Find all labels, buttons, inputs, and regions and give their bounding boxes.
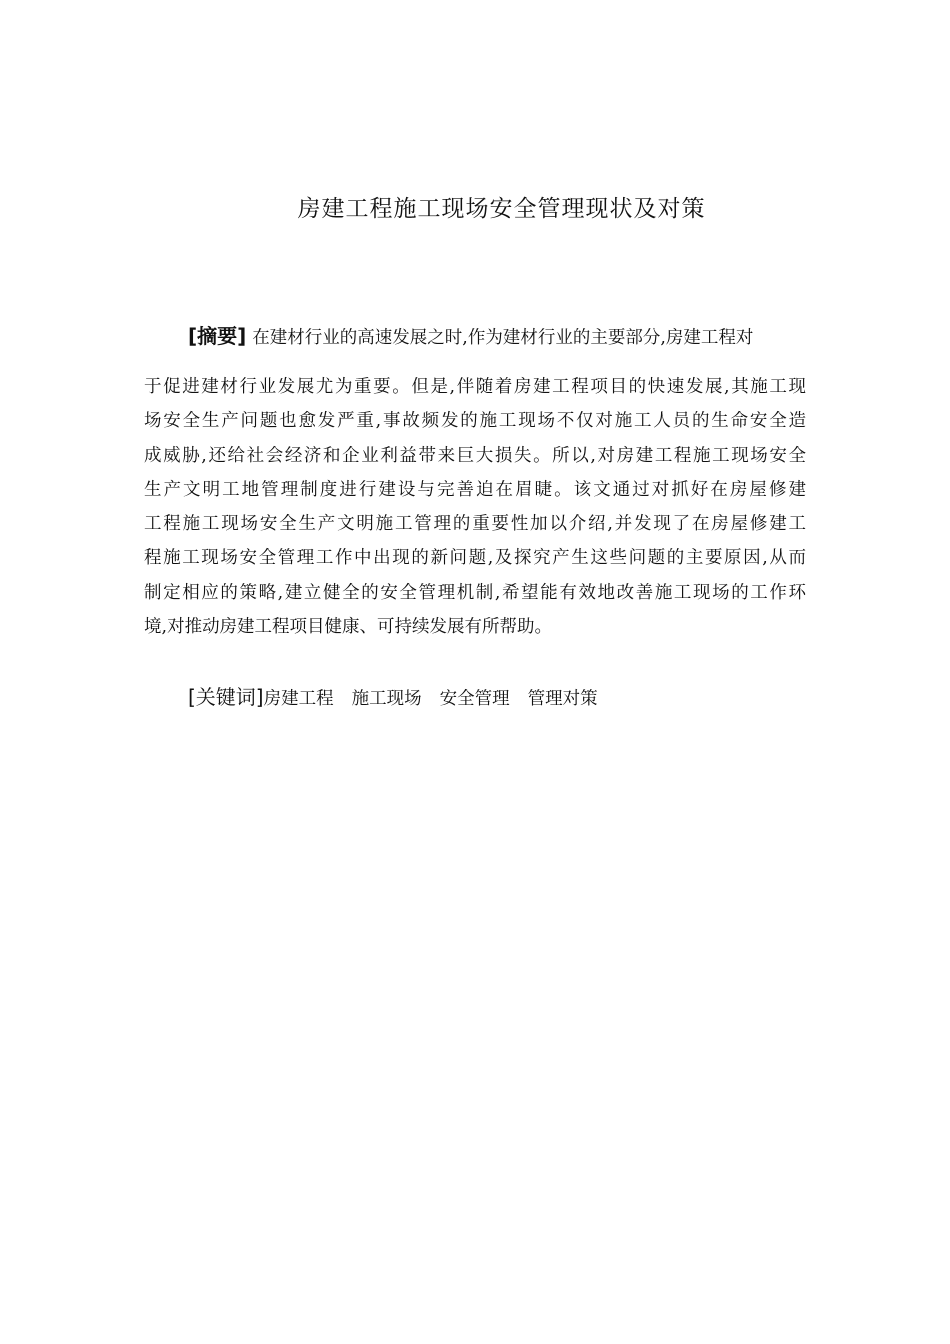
keywords-section <box>188 681 616 710</box>
abstract-first-line <box>144 316 806 358</box>
abstract-line: 成威胁,还给社会经济和企业利益带来巨大损失。所以,对房建工程施工现场安全 <box>144 445 806 466</box>
paper-title: 房建工程施工现场安全管理现状及对策 <box>297 196 706 222</box>
abstract-label: [摘要] <box>188 324 247 348</box>
keywords-label: [关键词] <box>188 685 264 709</box>
abstract-line: 生产文明工地管理制度进行建设与完善迫在眉睫。该文通过对抓好在房屋修建 <box>144 479 806 500</box>
keyword-item: 房建工程 <box>263 689 334 709</box>
keyword-item: 管理对策 <box>527 689 598 709</box>
abstract-line: 程施工现场安全管理工作中出现的新问题,及探究产生这些问题的主要原因,从而 <box>144 548 806 569</box>
keyword-item: 安全管理 <box>439 689 510 709</box>
abstract-line: 工程施工现场安全生产文明施工管理的重要性加以介绍,并发现了在房屋修建工 <box>144 514 806 535</box>
abstract-line: 制定相应的策略,建立健全的安全管理机制,希望能有效地改善施工现场的工作环 <box>144 582 806 603</box>
keyword-item: 施工现场 <box>351 689 422 709</box>
abstract-line: 场安全生产问题也愈发严重,事故频发的施工现场不仅对施工人员的生命安全造 <box>144 411 806 432</box>
abstract-section <box>144 316 806 644</box>
abstract-text-first: 在建材行业的高速发展之时,作为建材行业的主要部分,房建工程对 <box>252 328 754 348</box>
abstract-line: 于促进建材行业发展尤为重要。但是,伴随着房建工程项目的快速发展,其施工现 <box>144 377 806 397</box>
abstract-body <box>144 370 806 644</box>
abstract-line: 境,对推动房建工程项目健康、可持续发展有所帮助。 <box>144 617 553 638</box>
